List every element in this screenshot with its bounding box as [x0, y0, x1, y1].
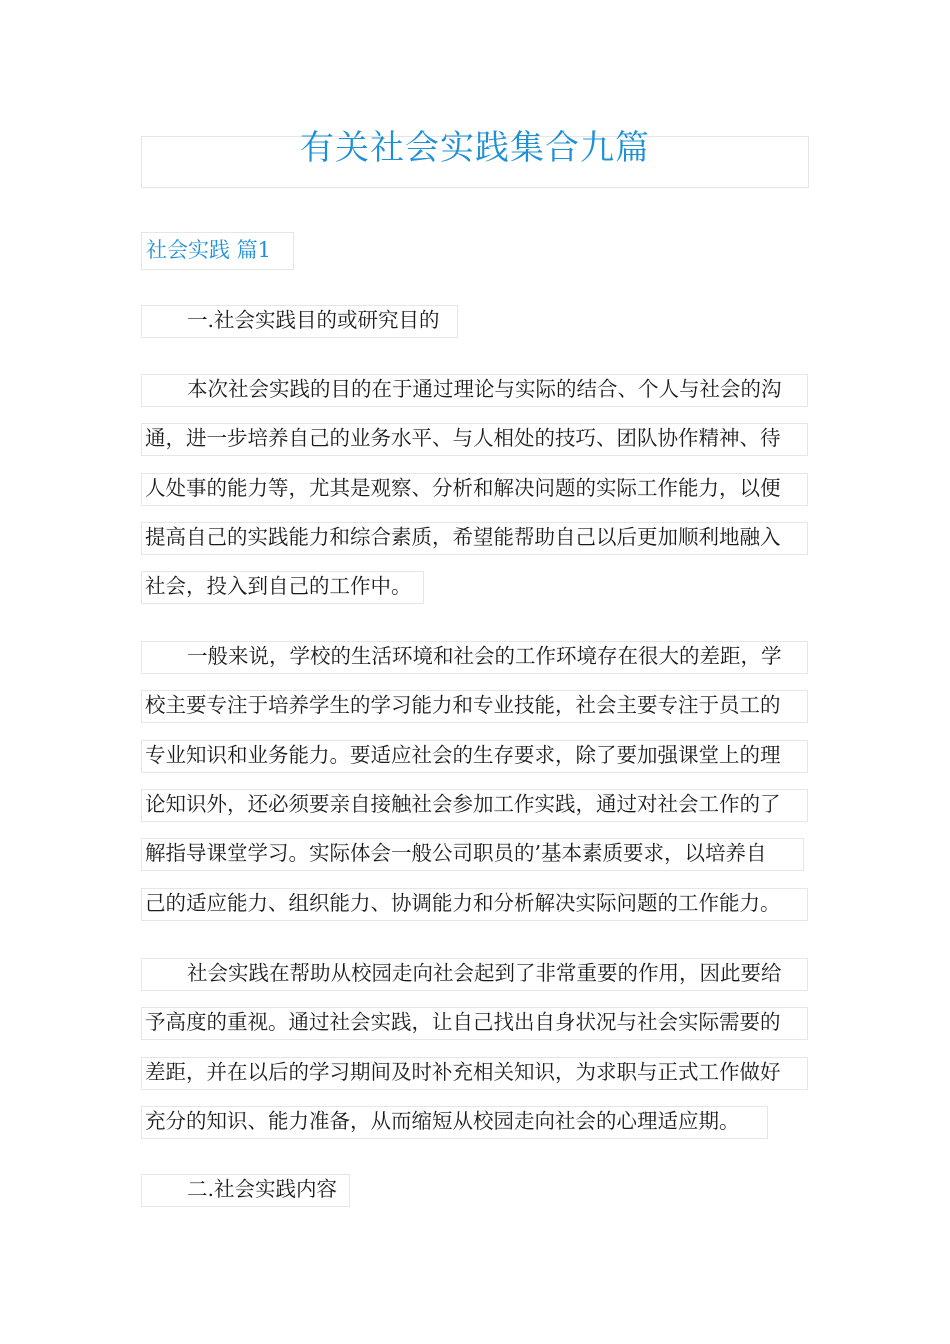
subheading-purpose: 一.社会实践目的或研究目的 — [187, 308, 440, 332]
paragraph-line: 予高度的重视。通过社会实践，让自己找出自身状况与社会实际需要的 — [145, 1010, 781, 1034]
paragraph-line: 差距，并在以后的学习期间及时补充相关知识，为求职与正式工作做好 — [145, 1060, 781, 1084]
paragraph-line: 一般来说，学校的生活环境和社会的工作环境存在很大的差距，学 — [187, 644, 782, 668]
paragraph-line: 提高自己的实践能力和综合素质，希望能帮助自己以后更加顺利地融入 — [145, 525, 781, 549]
paragraph-line: 社会实践在帮助从校园走向社会起到了非常重要的作用，因此要给 — [187, 961, 782, 985]
paragraph-line: 专业知识和业务能力。要适应社会的生存要求，除了要加强课堂上的理 — [145, 743, 781, 767]
paragraph-line: 校主要专注于培养学生的学习能力和专业技能，社会主要专注于员工的 — [145, 693, 781, 717]
section-heading: 社会实践 篇1 — [146, 238, 272, 262]
paragraph-line: 人处事的能力等，尤其是观察、分析和解决问题的实际工作能力，以便 — [145, 476, 781, 500]
paragraph-line: 社会，投入到自己的工作中。 — [145, 574, 412, 598]
paragraph-line: 通，进一步培养自己的业务水平、与人相处的技巧、团队协作精神、待 — [145, 426, 781, 450]
paragraph-line: 本次社会实践的目的在于通过理论与实际的结合、个人与社会的沟 — [187, 377, 782, 401]
paragraph-line: 解指导课堂学习。实际体会一般公司职员的’基本素质要求，以培养自 — [145, 841, 767, 865]
paragraph-line: 己的适应能力、组织能力、协调能力和分析解决实际问题的工作能力。 — [145, 891, 781, 915]
paragraph-line: 论知识外，还必须要亲自接触社会参加工作实践，通过对社会工作的了 — [145, 792, 781, 816]
document-title: 有关社会实践集合九篇 — [300, 128, 650, 168]
subheading-content: 二.社会实践内容 — [187, 1177, 338, 1201]
paragraph-line: 充分的知识、能力准备，从而缩短从校园走向社会的心理适应期。 — [145, 1109, 740, 1133]
